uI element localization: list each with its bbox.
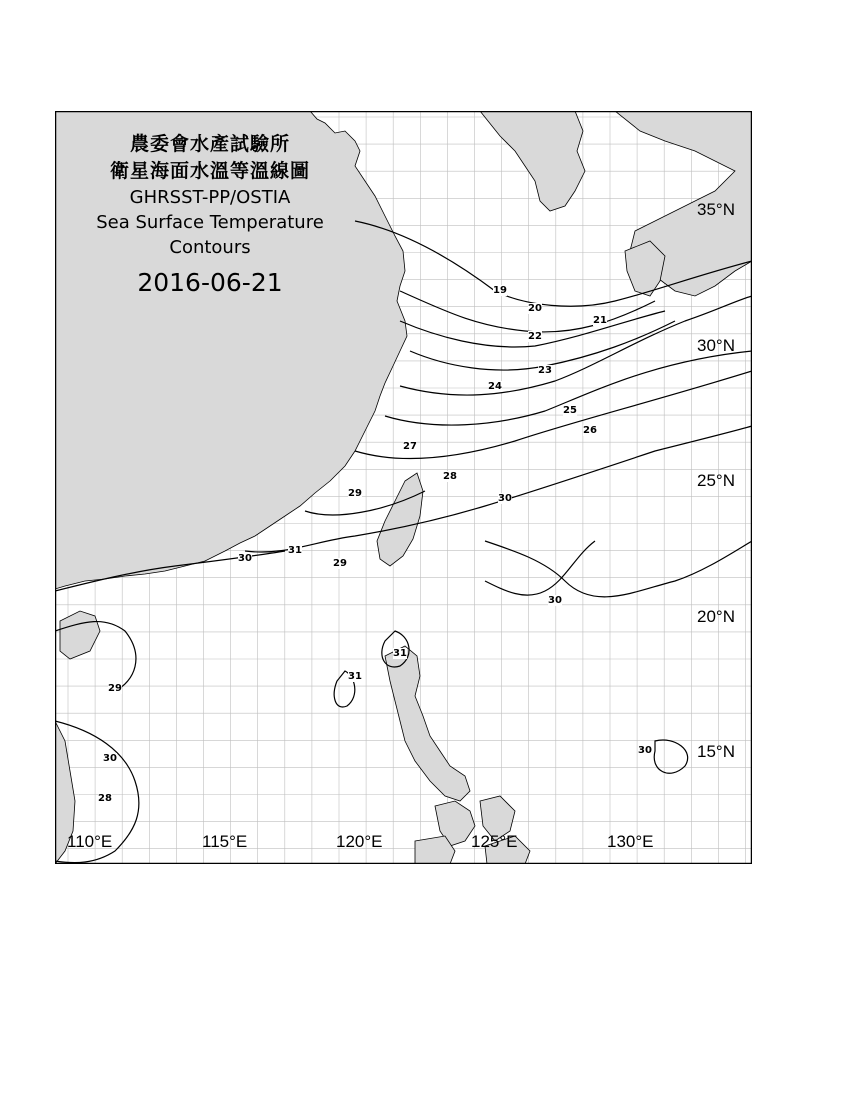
lat-label-30: 30°N: [697, 336, 735, 355]
contour-label: 30: [103, 753, 117, 764]
title-name-line2: Contours: [169, 237, 251, 258]
contour-label: 23: [538, 365, 552, 376]
contour-label: 25: [563, 405, 577, 416]
lon-label-110: 110°E: [67, 832, 113, 851]
contour-label: 27: [403, 441, 417, 452]
contour-label: 31: [348, 671, 362, 682]
contour-label: 21: [593, 315, 607, 326]
contour-label: 31: [393, 648, 407, 659]
contour-label: 31: [288, 545, 302, 556]
contour-label: 28: [443, 471, 457, 482]
contour-label: 26: [583, 425, 597, 436]
lon-label-120: 120°E: [336, 832, 383, 851]
title-org: 農委會水產試驗所: [129, 133, 290, 155]
contour-label: 29: [108, 683, 122, 694]
title-name-line1: Sea Surface Temperature: [96, 212, 324, 233]
lat-label-35: 35°N: [697, 200, 735, 219]
contour-label: 19: [493, 285, 507, 296]
contour-label: 29: [333, 558, 347, 569]
lat-label-20: 20°N: [697, 607, 735, 626]
lon-label-115: 115°E: [202, 832, 248, 851]
contour-label: 29: [348, 488, 362, 499]
title-subtitle-cn: 衛星海面水溫等溫線圖: [109, 160, 310, 182]
contour-label: 22: [528, 331, 542, 342]
contour-label: 24: [488, 381, 502, 392]
lon-label-125: 125°E: [471, 832, 518, 851]
contour-label: 30: [498, 493, 512, 504]
sst-map: [55, 111, 752, 864]
contour-label: 20: [528, 303, 542, 314]
contour-label: 30: [638, 745, 652, 756]
lon-label-130: 130°E: [607, 832, 654, 851]
title-date: 2016-06-21: [137, 268, 283, 297]
lat-label-25: 25°N: [697, 471, 735, 490]
contour-label: 28: [98, 793, 112, 804]
lat-label-15: 15°N: [697, 742, 735, 761]
title-block: [70, 131, 350, 298]
title-product: GHRSST-PP/OSTIA: [129, 187, 291, 208]
contour-label: 30: [238, 553, 252, 564]
contour-label: 30: [548, 595, 562, 606]
